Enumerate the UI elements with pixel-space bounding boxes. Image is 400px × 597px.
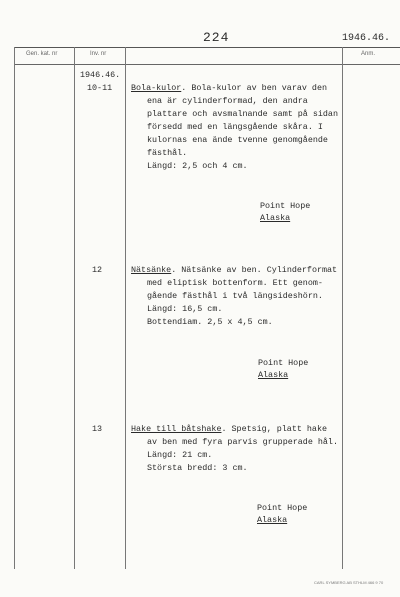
entry-region: Alaska xyxy=(257,515,288,525)
entry-text-line: plattare och avsmalnande samt på sidan xyxy=(147,109,338,119)
entry-place: Point Hope xyxy=(257,503,308,513)
page-number: 224 xyxy=(203,30,230,45)
entry-title: Nätsänke xyxy=(131,265,172,275)
header-year: 1946.46. xyxy=(342,33,391,44)
entry-first-line: Hake till båtshake. Spetsig, platt hake xyxy=(131,424,328,434)
entry-text-line: kulornas ena ände tvenne genomgående xyxy=(147,135,328,145)
column-rule-1 xyxy=(74,47,75,569)
inventory-number: 12 xyxy=(92,265,103,275)
entry-place: Point Hope xyxy=(260,201,311,211)
entry-place: Point Hope xyxy=(258,358,309,368)
entry-title: Hake till båtshake xyxy=(131,424,222,434)
entry-text-line: med eliptisk bottenform. Ett genom- xyxy=(147,278,323,288)
left-border-rule xyxy=(14,47,15,569)
entry-text-line: Längd: 16,5 cm. xyxy=(147,304,223,314)
entry-text-line: Största bredd: 3 cm. xyxy=(147,463,248,473)
entry-text-line: gående fästhål i två längsideshörn. xyxy=(147,291,323,301)
column-header-inv-nr: Inv. nr xyxy=(90,51,107,57)
entry-text-line: försedd med en längsgående skåra. I xyxy=(147,122,323,132)
column-rule-2 xyxy=(125,47,126,569)
column-header-gen-kat-nr: Gen. kat. nr xyxy=(26,51,58,57)
entry-text-line: Längd: 2,5 och 4 cm. xyxy=(147,161,248,171)
entry-text-line: fästhål. xyxy=(147,148,188,158)
entry-text-line: Bottendiam. 2,5 x 4,5 cm. xyxy=(147,317,273,327)
entry-title: Bola-kulor xyxy=(131,83,182,93)
entry-region: Alaska xyxy=(260,213,291,223)
inventory-number: 10-11 xyxy=(87,83,113,93)
entry-text-line: Längd: 21 cm. xyxy=(147,450,213,460)
entry-text-line: av ben med fyra parvis grupperade hål. xyxy=(147,437,338,447)
printer-stamp: CARL SYMBERG AB STHLM 466 9 70 xyxy=(314,580,384,585)
column-header-anm: Anm. xyxy=(361,51,376,57)
entry-text-line: ena är cylinderformad, den andra xyxy=(147,96,308,106)
entry-region: Alaska xyxy=(258,370,289,380)
inventory-year: 1946.46. xyxy=(80,70,121,80)
entry-first-line: Bola-kulor. Bola-kulor av ben varav den xyxy=(131,83,328,93)
column-rule-3 xyxy=(342,47,343,569)
entry-first-line: Nätsänke. Nätsänke av ben. Cylinderformat xyxy=(131,265,338,275)
inventory-number: 13 xyxy=(92,424,103,434)
